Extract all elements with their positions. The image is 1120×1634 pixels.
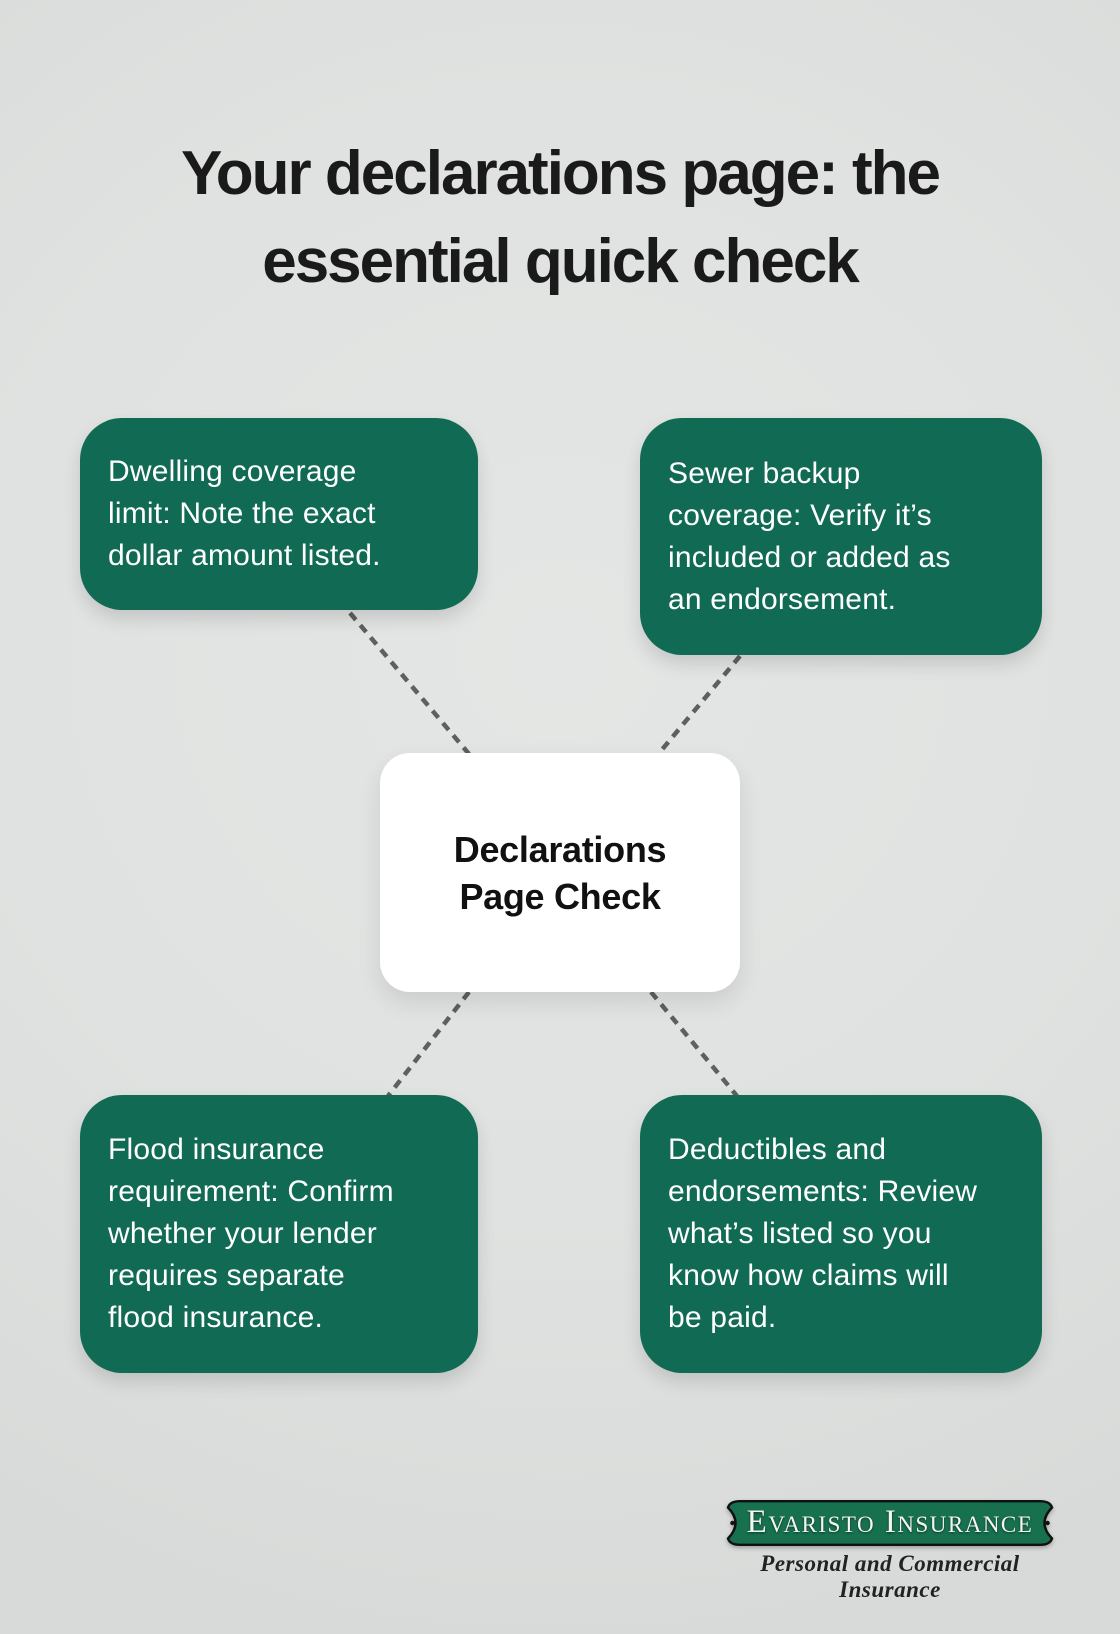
connector-top-left (350, 613, 469, 754)
card-flood-insurance (80, 1095, 478, 1373)
card-dwelling-coverage (80, 418, 478, 610)
connector-top-right (660, 656, 740, 752)
card-sewer-backup (640, 418, 1042, 655)
card-deductibles-endorsements-text: Deductibles and endorsements: Review what’s listed so you know how claims will be paid. (668, 1133, 978, 1334)
logo-tagline: Personal and Commercial Insurance (760, 1551, 1020, 1602)
page-title-line-1: Your declarations page: the (181, 138, 939, 208)
center-node-declarations-page-check (380, 753, 740, 992)
connector-bottom-left (388, 992, 469, 1096)
center-node-text: Declarations Page Check (453, 828, 667, 917)
card-flood-insurance-text: Flood insurance requirement: Confirm whether your lender requires separate flood insurance. (108, 1133, 394, 1334)
card-dwelling-coverage-text: Dwelling coverage limit: Note the exact dollar amount listed. (108, 455, 381, 572)
card-sewer-backup-text: Sewer backup coverage: Verify it’s included or added as an endorsement. (668, 456, 951, 616)
page-title-line-2: essential quick check (262, 226, 858, 296)
logo-company-name: Evaristo Insurance (746, 1504, 1034, 1540)
card-deductibles-endorsements (640, 1095, 1042, 1373)
connector-bottom-right (651, 992, 737, 1096)
